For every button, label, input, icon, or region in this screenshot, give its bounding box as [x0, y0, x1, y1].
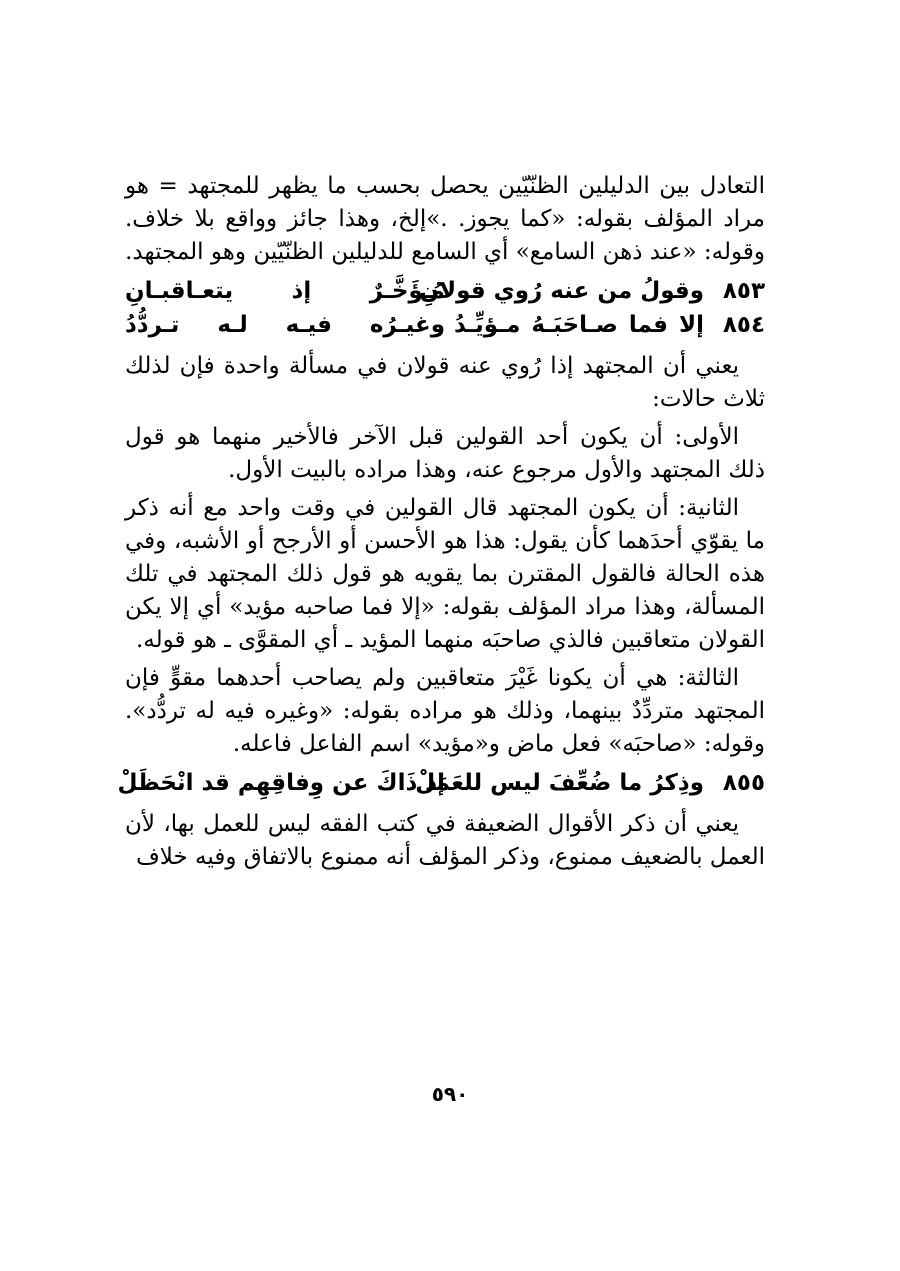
commentary-paragraph-2: يعني أن المجتهد إذا رُوي عنه قولان في مسألة واحدة فإن لذلك ثلاث حالات:	[125, 353, 765, 412]
verse-853	[125, 274, 765, 308]
verses-853-854	[125, 274, 765, 342]
verse-first-hemistich: إلا فما صـاحَبَـهُ مـؤيِّـدُ	[454, 312, 704, 338]
verse-second-hemistich: وغيـرُه فيـه لـه تـردُّدُ	[125, 312, 445, 338]
page-number: ٥٩٠	[431, 1082, 469, 1106]
commentary-paragraph-4: الثانية: أن يكون المجتهد قال القولين في وقت واحد مع أنه ذكر ما يقوّي أحدَهما كأن يقول: هذا هو الأحسن أو الأرجح أو الأشبه، وفي هذه الحالة فالقول المقترن بما يقويه هو قول ذلك المجتهد في تلك المسألة، وهذا مراد المؤلف بقوله: «إلا فما صاحبه مؤيد» أي إلا يكن القولان متعاقبين فالذي صاحبَه منهما المؤيد ـ أي المقوَّى ـ هو قوله.	[125, 495, 765, 653]
commentary-paragraph-3: الأولى: أن يكون أحد القولين قبل الآخر فالأخير منهما هو قول ذلك المجتهد والأول مرجوع عنه، وهذا مراده بالبيت الأول.	[125, 424, 765, 483]
verse-number: ٨٥٥	[722, 770, 765, 796]
verse-first-hemistich: وقولُ من عنه رُوي قولانِ	[419, 278, 704, 304]
verse-first-hemistich: وذِكرُ ما ضُعِّفَ ليس للعَمَلْ	[415, 770, 704, 796]
verse-second-hemistich: إذ ذَاكَ عن وِفاقِهِم قد انْحَظَلْ	[117, 770, 445, 796]
main-text	[117, 170, 765, 879]
verse-second-hemistich: مُـؤَخَّـرٌ إذ يتعـاقبـانِ	[125, 278, 445, 304]
verse-854	[125, 308, 765, 342]
commentary-paragraph-6: يعني أن ذكر الأقوال الضعيفة في كتب الفقه ليس للعمل بها، لأن العمل بالضعيف ممنوع، وذكر المؤلف أنه ممنوع بالاتفاق وفيه خلاف	[125, 811, 765, 870]
verse-855	[117, 766, 765, 800]
verse-number: ٨٥٣	[722, 278, 765, 304]
verse-855-block	[117, 766, 765, 800]
verse-number: ٨٥٤	[722, 312, 765, 338]
commentary-paragraph-1: التعادل بين الدليلين الظنّيّين يحصل بحسب ما يظهر للمجتهد = هو مراد المؤلف بقوله: «كما يجوز. .»إلخ، وهذا جائز وواقع بلا خلاف. وقوله: «عند ذهن السامع» أي السامع للدليلين الظنّيّين وهو المجتهد.	[125, 173, 765, 265]
commentary-paragraph-5: الثالثة: هي أن يكونا غَيْرَ متعاقبين ولم يصاحب أحدهما مقوٍّ فإن المجتهد متردِّدٌ بينهما، وذلك هو مراده بقوله: «وغيره فيه له تردُّد». وقوله: «صاحبَه» فعل ماض و«مؤيد» اسم الفاعل فاعله.	[125, 665, 765, 757]
